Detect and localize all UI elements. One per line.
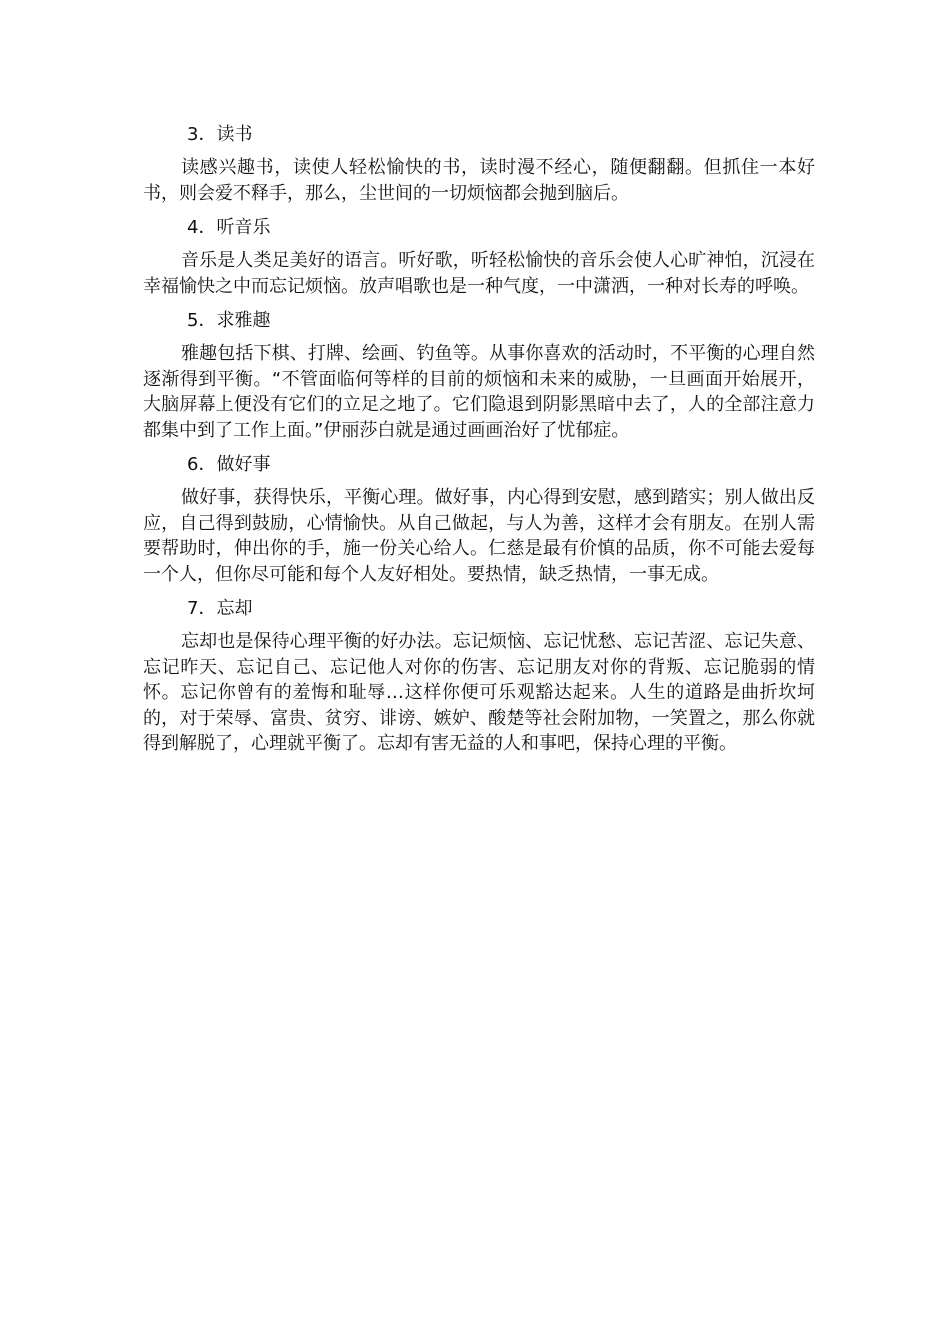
section-forgetting: [143, 596, 815, 757]
document-page: [143, 122, 815, 766]
section-paragraph: 音乐是人类足美好的语言。听好歌，听轻松愉快的音乐会使人心旷神怕，沉浸在幸福愉快之中而忘记烦恼。放声唱歌也是一种气度，一中潇洒，一种对长寿的呼唤。: [143, 250, 815, 297]
section-heading: 5．求雅趣: [187, 310, 271, 331]
section-music: [143, 215, 815, 299]
section-paragraph: 忘却也是保待心理平衡的好办法。忘记烦恼、忘记忧愁、忘记苦涩、忘记失意、忘记昨天、忘记自己、忘记他人对你的伤害、忘记朋友对你的背叛、忘记脆弱的情怀。忘记你曾有的羞悔和耻辱…这样你便可乐观豁达起来。人生的道路是曲折坎坷的，对于荣辱、富贵、贫穷、诽谤、嫉妒、酸楚等社会附加物，一笑置之，那么你就得到解脱了，心理就平衡了。忘却有害无益的人和事吧，保持心理的平衡。: [143, 631, 815, 754]
section-heading: 6．做好事: [187, 454, 271, 475]
section-hobbies: [143, 308, 815, 443]
section-good-deeds: [143, 452, 815, 587]
section-heading: 4．听音乐: [187, 217, 271, 238]
section-heading: 7．忘却: [187, 598, 253, 619]
section-paragraph: 读感兴趣书，读使人轻松愉快的书，读时漫不经心，随便翻翻。但抓住一本好书，则会爱不释手，那么，尘世间的一切烦恼都会抛到脑后。: [143, 157, 815, 204]
section-paragraph: 雅趣包括下棋、打牌、绘画、钓鱼等。从事你喜欢的活动时，不平衡的心理自然逐渐得到平衡。“不管面临何等样的目前的烦恼和未来的威胁，一旦画面开始展开，大脑屏幕上便没有它们的立足之地了。它们隐退到阴影黑暗中去了，人的全部注意力都集中到了工作上面。”伊丽莎白就是通过画画治好了忧郁症。: [143, 343, 815, 441]
section-reading: [143, 122, 815, 206]
section-heading: 3．读书: [187, 124, 253, 145]
section-paragraph: 做好事，获得快乐，平衡心理。做好事，内心得到安慰，感到踏实；别人做出反应，自己得到鼓励，心情愉快。从自己做起，与人为善，这样才会有朋友。在别人需要帮助时，伸出你的手，施一份关心给人。仁慈是最有价慎的品质，你不可能去爱每一个人，但你尽可能和每个人友好相处。要热情，缺乏热情，一事无成。: [143, 487, 815, 585]
